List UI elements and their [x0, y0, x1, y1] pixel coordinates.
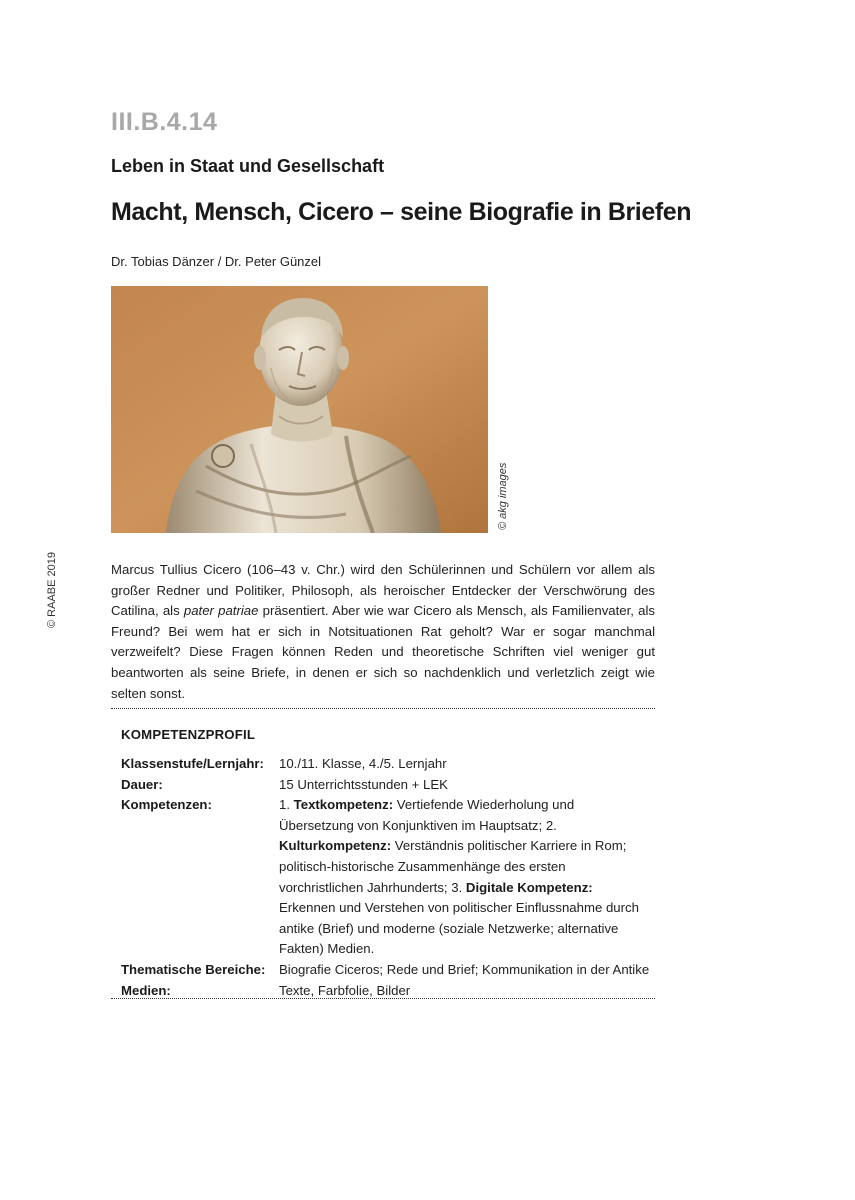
profile-row-grade	[121, 754, 651, 775]
section-title: Leben in Staat und Gesellschaft	[111, 156, 385, 176]
competence-text: Vertiefende Wiederholung und Übersetzung von Konjunktiven im Hauptsatz; 2.	[279, 797, 575, 833]
competence-term: Kulturkompetenz:	[279, 838, 392, 854]
copyright-notice: © RAABE 2019	[46, 552, 58, 628]
profile-label: Kompetenzen:	[121, 797, 212, 813]
intro-text-2: präsentiert. Aber wie war Cicero als Mensch, als Familienvater, als Freund? Bei wem hat er sich in Notsituationen Rat geholt? War er sogar manchmal verzweifelt? Diese Fragen können Reden und theoretische Schriften viel weniger gut beantworten als seine Briefe, in denen er sich so nachdenklich und verletzlich zeigt wie selten sonst.	[111, 603, 655, 701]
profile-heading: KOMPETENZPROFIL	[121, 727, 256, 742]
competence-text: Verständnis politischer Karriere in Rom; politisch-historische Zusammenhänge des ersten vorchristlichen Jahrhunderts; 3.	[279, 838, 627, 895]
profile-value: 15 Unterrichtsstunden + LEK	[279, 776, 448, 792]
profile-value-competences	[279, 795, 651, 960]
image-credit: © akg images	[497, 462, 509, 530]
competence-text: Erkennen und Verstehen von politischer Einflussnahme durch antike (Brief) und moderne (soziale Netzwerke; alternative Fakten) Medien.	[279, 900, 639, 957]
profile-value: Texte, Farbfolie, Bilder	[279, 982, 411, 998]
intro-text-1: Marcus Tullius Cicero (106–43 v. Chr.) wird den Schülerinnen und Schülern vor allem als großer Redner und Politiker, Philosoph, als heroischer Entdecker der Verschwörung des Catilina, als	[111, 562, 655, 619]
profile-row-duration	[121, 775, 651, 796]
intro-paragraph	[111, 560, 655, 704]
divider-top	[111, 708, 655, 709]
cicero-bust-image	[111, 286, 488, 533]
profile-label: Klassenstufe/Lernjahr:	[121, 756, 264, 771]
competence-text: 1.	[279, 797, 294, 813]
profile-row-competences	[121, 795, 651, 960]
competence-term: Digitale Kompetenz:	[465, 879, 593, 895]
profile-label: Medien:	[121, 982, 171, 998]
profile-label: Thematische Bereiche:	[121, 961, 266, 977]
document-code: III.B.4.14	[111, 108, 218, 136]
profile-value: 10./11. Klasse, 4./5. Lernjahr	[279, 756, 447, 771]
divider-bottom	[111, 998, 655, 999]
competence-profile-table	[121, 754, 651, 1001]
authors: Dr. Tobias Dänzer / Dr. Peter Günzel	[111, 254, 322, 269]
competence-term: Textkompetenz:	[293, 797, 394, 813]
page-title: Macht, Mensch, Cicero – seine Biografie in Briefen	[111, 198, 692, 226]
profile-row-topics	[121, 960, 651, 981]
intro-italic-phrase: pater patriae	[183, 603, 259, 619]
profile-label: Dauer:	[121, 776, 163, 792]
profile-value: Biografie Ciceros; Rede und Brief; Kommunikation in der Antike	[279, 961, 650, 977]
